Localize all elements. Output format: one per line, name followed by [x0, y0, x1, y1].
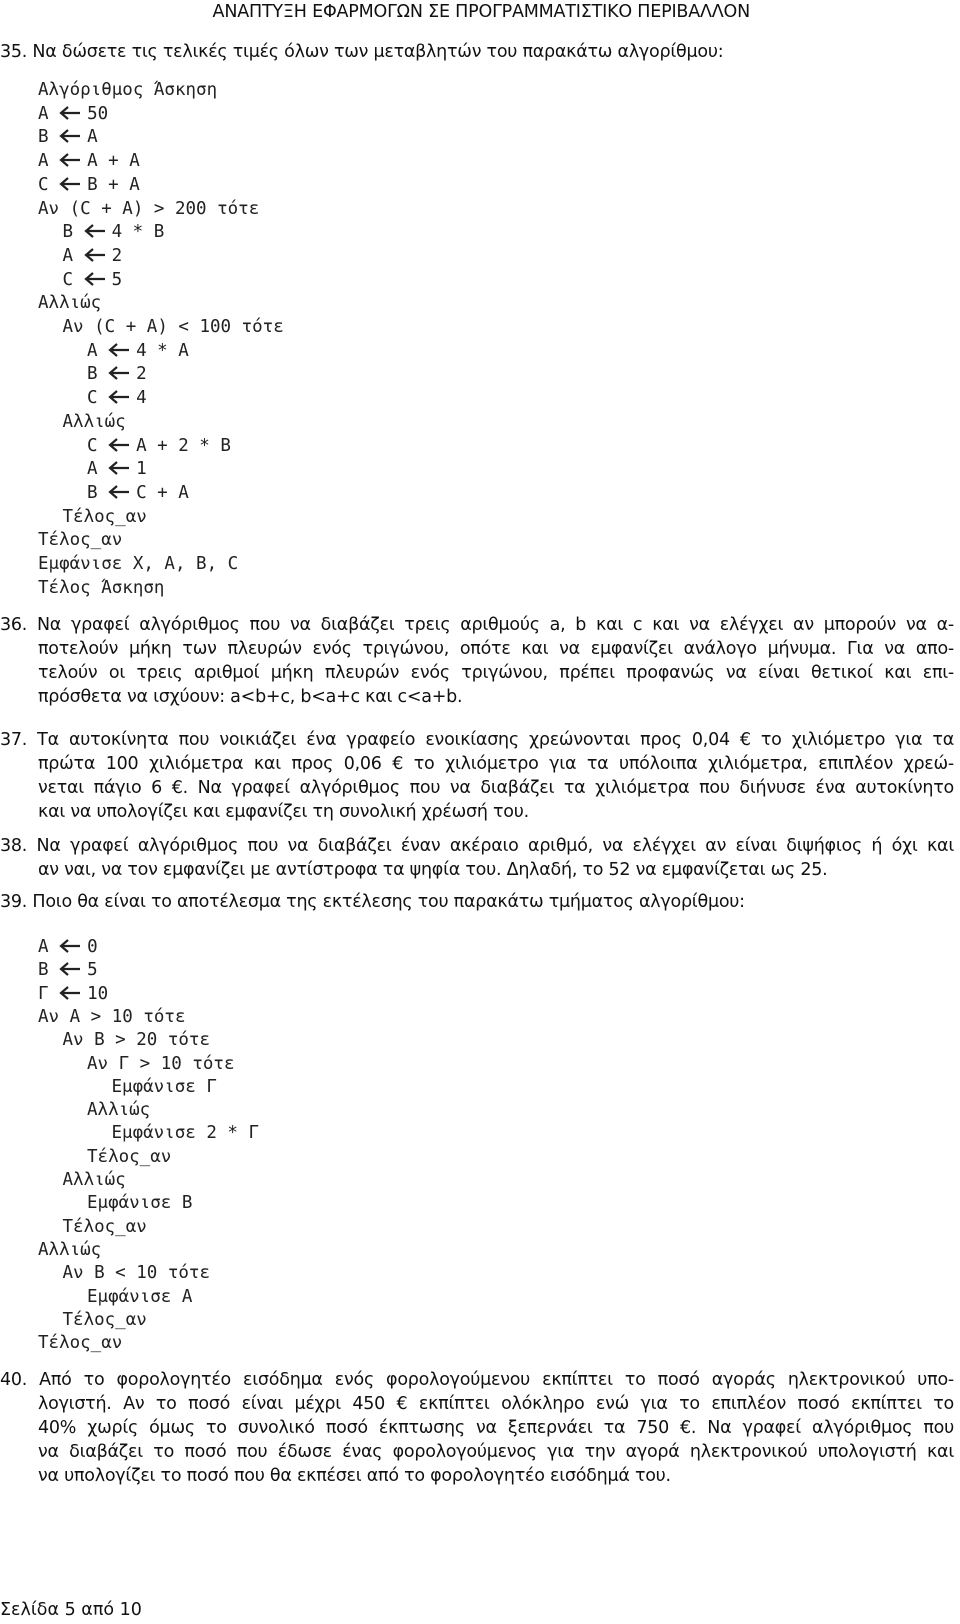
code-line: [87, 339, 189, 363]
paragraph-line: [38, 858, 954, 882]
paragraph-line: [38, 1416, 954, 1440]
code-text: Εμφάνισε X, A, B, C: [38, 554, 239, 574]
left-arrow-icon: [108, 362, 136, 386]
code-line: [87, 434, 231, 458]
assign-target: C: [62, 269, 84, 290]
paragraph-line: [38, 1392, 954, 1416]
code-text: Τέλος_αν: [87, 1146, 172, 1167]
assign-value: 0: [87, 937, 98, 957]
assign-target: A: [38, 103, 60, 124]
code-line: [38, 1331, 122, 1355]
code-text: Αν B < 10 τότε: [62, 1263, 211, 1284]
question-text: να υπολογίζει το ποσό που θα εκπέσει από το φορολογητέο εισόδημά του.: [38, 1466, 671, 1486]
assign-value: 1: [136, 459, 147, 480]
page-header-title: ΑΝΑΠΤΥΞΗ ΕΦΑΡΜΟΓΩΝ ΣΕ ΠΡΟΓΡΑΜΜΑΤΙΣΤΙΚΟ ΠΕΡΙΒΑΛΛΟΝ: [212, 2, 750, 22]
question-37: [0, 728, 954, 824]
code-text: Τέλος_αν: [62, 1309, 147, 1330]
code-line: [38, 1005, 186, 1029]
left-arrow-icon: [59, 102, 87, 126]
left-arrow-icon: [108, 386, 136, 410]
assign-target: A: [62, 245, 84, 266]
page-footer: Σελίδα 5 από 10: [0, 1600, 142, 1620]
code-line: [38, 197, 259, 221]
code-line: [63, 505, 147, 529]
paragraph-line: [38, 752, 954, 776]
code-text: Αλλιώς: [87, 1100, 151, 1121]
question-text: τελούν οι τρεις αριθμοί μήκη πλευρών ενός τριγώνου, πρέπει προφανώς να είναι θετικοί και επι-: [38, 663, 954, 683]
question-text: ποτελούν μήκη των πλευρών ενός τριγώνου, οπότε και να εμφανίζει ανάλογο μήνυμα. Για να απο-: [38, 639, 954, 659]
question-text: νεται πάγιο 6 €. Να γραφεί αλγόριθμος που να διαβάζει τα χιλιόμετρα που διήνυσε ένα αυτοκίνητο: [38, 778, 954, 798]
code-line: [38, 552, 238, 576]
code-line: [38, 102, 108, 126]
question-35: [0, 40, 723, 64]
assign-target: A: [87, 340, 109, 361]
code-line: [38, 291, 101, 315]
code-text: Τέλος_αν: [62, 1216, 147, 1237]
question-text: πρόσθετα να ισχύουν: a<b+c, b<a+c και c<a+b.: [38, 687, 463, 707]
left-arrow-icon: [108, 457, 136, 481]
paragraph-line: [38, 1440, 954, 1464]
code-line: [38, 935, 98, 959]
question-text: λογιστή. Αν το ποσό είναι μέχρι 450 € εκπίπτει ολόκληρο ενώ για το επιπλέον ποσό εκπίπτει το: [38, 1394, 954, 1414]
left-arrow-icon: [59, 935, 87, 959]
code-line: [38, 1238, 101, 1262]
code-text: Αν (C + A) > 200 τότε: [38, 198, 260, 219]
code-text: Εμφάνισε Γ: [111, 1076, 217, 1097]
question-text: Από το φορολογητέο εισόδημα ενός φορολογούμενου εκπίπτει το ποσό αγοράς ηλεκτρονικού υπο-: [39, 1370, 954, 1390]
question-number: 36.: [0, 615, 37, 635]
assign-target: B: [38, 127, 60, 148]
code-line: [63, 1028, 211, 1052]
question-text: Να γραφεί αλγόριθμος που να διαβάζει έναν ακέραιο αριθμό, να ελέγχει αν είναι διψήφιος ή όχι και: [36, 836, 954, 856]
code-line: [87, 1191, 192, 1215]
paragraph-line: [38, 776, 954, 800]
question-38: [0, 834, 954, 882]
code-text: Τέλος_αν: [38, 1333, 123, 1354]
assign-value: 10: [87, 983, 109, 1004]
left-arrow-icon: [108, 434, 136, 458]
code-text: Αν B > 20 τότε: [62, 1030, 211, 1051]
code-text: Αν A > 10 τότε: [38, 1006, 186, 1027]
paragraph-line: [38, 685, 954, 709]
paragraph-line: [0, 728, 954, 752]
assign-value: 5: [87, 960, 98, 981]
code-text: Εμφάνισε B: [87, 1193, 193, 1214]
code-text: Αλλιώς: [62, 411, 126, 432]
code-line: [38, 173, 140, 197]
assign-value: 4: [136, 388, 147, 409]
question-text: Να δώσετε τις τελικές τιμές όλων των μεταβλητών του παρακάτω αλγορίθμου:: [32, 42, 724, 62]
code-text: Αν (C + A) < 100 τότε: [62, 317, 284, 337]
assign-value: 2: [136, 364, 147, 385]
assign-value: 2: [111, 245, 123, 266]
left-arrow-icon: [59, 149, 87, 173]
left-arrow-icon: [84, 220, 112, 244]
question-text: να διαβάζει το ποσό που έδωσε ένας φορολογούμενος για την αγορά ηλεκτρονικού υπολογιστή και: [38, 1442, 954, 1462]
question-number: 38.: [0, 836, 37, 856]
question-text: αν ναι, να τον εμφανίζει με αντίστροφα τα ψηφία του. Δηλαδή, το 52 να εμφανίζεται ως 25.: [38, 860, 828, 880]
paragraph-line: [0, 613, 954, 637]
code-line: [112, 1121, 260, 1145]
left-arrow-icon: [59, 125, 87, 149]
paragraph-line: [0, 1368, 954, 1392]
assign-value: B + A: [87, 174, 140, 195]
code-line: [63, 244, 123, 268]
question-number: 37.: [0, 730, 38, 750]
assign-target: B: [62, 222, 84, 243]
left-arrow-icon: [59, 958, 87, 982]
question-number: 40.: [0, 1370, 40, 1390]
question-40: [0, 1368, 954, 1488]
code-line: [87, 481, 189, 505]
code-text: Αλλιώς: [62, 1170, 126, 1190]
question-text: και να υπολογίζει και εμφανίζει τη συνολική χρέωσή του.: [38, 802, 529, 822]
code-line: [87, 457, 147, 481]
assign-target: A: [38, 151, 60, 172]
left-arrow-icon: [84, 268, 112, 292]
code-text: Τέλος_αν: [38, 530, 123, 551]
code-text: Αλλιώς: [38, 1239, 102, 1260]
question-text: Να γραφεί αλγόριθμος που να διαβάζει τρεις αριθμούς a, b και c και να ελέγχει αν μπορούν να α-: [36, 615, 954, 635]
assign-value: 4 * A: [136, 340, 189, 361]
code-line: [38, 958, 98, 982]
paragraph-line: [38, 661, 954, 685]
code-text: Εμφάνισε 2 * Γ: [111, 1123, 260, 1144]
left-arrow-icon: [108, 339, 136, 363]
code-line: [38, 982, 108, 1006]
question-text: Ποιο θα είναι το αποτέλεσμα της εκτέλεσης του παρακάτω τμήματος αλγορίθμου:: [32, 892, 745, 912]
code-line: [63, 410, 126, 434]
paragraph-line: [38, 1464, 954, 1488]
code-line: [63, 1261, 211, 1285]
code-line: [63, 315, 284, 339]
code-line: [87, 1052, 235, 1076]
assign-target: B: [87, 482, 109, 503]
assign-target: A: [87, 459, 109, 480]
left-arrow-icon: [59, 982, 87, 1006]
question-number: 35.: [0, 42, 28, 62]
left-arrow-icon: [84, 244, 112, 268]
code-line: [63, 1308, 147, 1332]
question-text: 40% χωρίς όμως το συνολικό ποσό έκπτωσης να ξεπερνάει τα 750 €. Να γραφεί αλγόριθμος που: [38, 1418, 954, 1438]
left-arrow-icon: [59, 173, 87, 197]
assign-target: Γ: [38, 983, 60, 1004]
code-text: Αν Γ > 10 τότε: [87, 1053, 235, 1074]
code-line: [63, 1215, 147, 1239]
code-line: [38, 78, 217, 102]
assign-value: A + A: [87, 151, 140, 172]
question-text: πρώτα 100 χιλιόμετρα και προς 0,06 € το χιλιόμετρο για τα υπόλοιπα χιλιόμετρα, επιπλέον χρεώ-: [38, 754, 954, 774]
code-text: Τέλος_αν: [62, 506, 147, 527]
paragraph-line: [38, 637, 954, 661]
assign-value: 4 * B: [111, 222, 165, 243]
assign-target: C: [87, 388, 109, 409]
code-line: [38, 125, 98, 149]
code-line: [38, 576, 164, 600]
assign-target: B: [87, 364, 109, 385]
left-arrow-icon: [108, 481, 136, 505]
question-39: [0, 890, 745, 914]
code-line: [63, 220, 165, 244]
paragraph-line: [38, 800, 954, 824]
code-text: Εμφάνισε A: [87, 1286, 193, 1307]
assign-target: C: [87, 435, 109, 456]
code-line: [38, 528, 122, 552]
assign-value: 50: [87, 103, 109, 124]
code-line: [38, 149, 140, 173]
assign-value: A: [87, 127, 98, 148]
code-line: [87, 362, 147, 386]
code-line: [87, 1098, 150, 1122]
assign-target: C: [38, 174, 60, 195]
assign-value: C + A: [136, 482, 189, 503]
code-line: [87, 386, 147, 410]
code-line: [63, 268, 123, 292]
assign-value: A + 2 * B: [136, 435, 231, 456]
code-text: Αλλιώς: [38, 293, 102, 314]
question-number: 39.: [0, 892, 28, 912]
assign-value: 5: [111, 269, 123, 290]
code-text: Αλγόριθμος Άσκηση: [38, 80, 218, 100]
code-line: [87, 1285, 192, 1309]
paragraph-line: [0, 834, 954, 858]
question-36: [0, 613, 954, 709]
assign-target: A: [38, 937, 60, 957]
question-text: Τα αυτοκίνητα που νοικιάζει ένα γραφείο ενοικίασης χρεώνονται προς 0,04 € το χιλιόμετρο για τα: [37, 730, 954, 750]
code-line: [87, 1145, 171, 1169]
code-text: Τέλος Άσκηση: [38, 577, 165, 598]
code-line: [112, 1075, 217, 1099]
assign-target: B: [38, 960, 60, 981]
code-line: [63, 1168, 126, 1192]
